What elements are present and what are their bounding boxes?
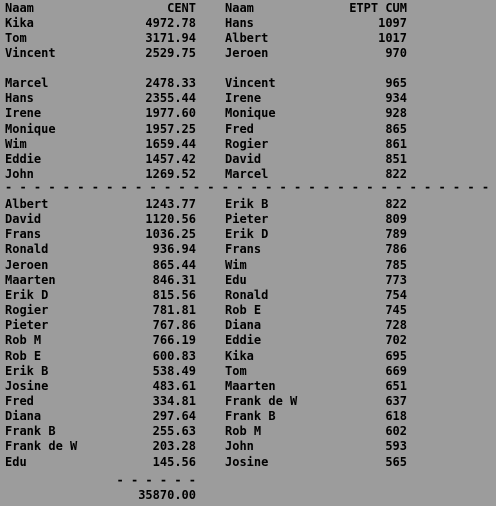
- table-row-left-name: Josine: [5, 378, 49, 393]
- table-row-right-value: 702: [385, 333, 407, 348]
- table-row-left-value: 2355.44: [145, 91, 196, 106]
- table-row-left-value: 2529.75: [145, 46, 196, 61]
- table-row-left-name: Wim: [5, 136, 27, 151]
- table-row-left-name: Eddie: [5, 151, 42, 166]
- table-row-left-name: Jeroen: [5, 257, 49, 272]
- grand-total: 35870.00: [138, 488, 196, 502]
- table-row-left-name: Frank B: [5, 424, 56, 439]
- table-row-right-value: 618: [385, 409, 407, 424]
- table-row-right-name: Rob M: [225, 424, 262, 439]
- table-row-right-value: 928: [385, 106, 407, 121]
- table-row-left-name: Fred: [5, 394, 34, 408]
- table-row-left-name: Kika: [5, 16, 34, 30]
- table-row-left-name: Erik D: [5, 287, 49, 302]
- table-row-left-name: Maarten: [5, 272, 56, 287]
- table-row-left-value: 781.81: [152, 303, 196, 318]
- table-row-left-name: Hans: [5, 91, 34, 106]
- table-row-left-name: Tom: [5, 31, 27, 46]
- table-row-right-name: Josine: [225, 454, 269, 469]
- table-row-right-name: Ronald: [225, 287, 269, 302]
- table-row-right-name: Frank de W: [225, 394, 298, 408]
- table-row-left-value: 815.56: [152, 287, 196, 302]
- table-row-left-name: Albert: [5, 197, 49, 211]
- table-row-right-value: 786: [385, 242, 407, 257]
- table-row-right-value: 1017: [378, 31, 407, 46]
- table-row-right-name: David: [225, 151, 262, 166]
- table-row-right-name: Frank B: [225, 409, 276, 424]
- table-row-right-value: 593: [385, 439, 407, 454]
- table-row-left-name: Diana: [5, 409, 42, 424]
- table-row-right-value: 970: [385, 46, 407, 61]
- table-row-right-value: 809: [385, 212, 407, 227]
- table-row-left-name: Edu: [5, 454, 27, 469]
- table-row-right-name: John: [225, 439, 254, 454]
- table-row-right-value: 754: [385, 287, 407, 302]
- table-row-right-value: 851: [385, 151, 407, 166]
- table-row-left-value: 4972.78: [145, 16, 196, 30]
- table-row-right-name: Tom: [225, 363, 247, 378]
- header-right-name: Naam: [225, 1, 254, 15]
- table-row-right-value: 695: [385, 348, 407, 363]
- table-row-right-value: 565: [385, 454, 407, 469]
- sum-dashes: - - - - - -: [116, 473, 196, 487]
- table-row-left-name: David: [5, 212, 42, 227]
- table-row-right-name: Irene: [225, 91, 262, 106]
- header-right-value: ETPT CUM: [349, 1, 407, 15]
- table-row-left-name: Monique: [5, 121, 56, 136]
- table-row-right-name: Fred: [225, 121, 254, 136]
- table-row-right-name: Rogier: [225, 136, 269, 151]
- table-row-left-value: 255.63: [152, 424, 196, 439]
- table-row-left-value: 145.56: [152, 454, 196, 469]
- table-row-right-value: 861: [385, 136, 407, 151]
- table-row-right-value: 773: [385, 272, 407, 287]
- table-row-right-value: 822: [385, 166, 407, 181]
- table-row-left-name: Vincent: [5, 46, 56, 61]
- table-row-right-value: 669: [385, 363, 407, 378]
- table-row-left-name: Marcel: [5, 76, 49, 90]
- table-row-left-value: 2478.33: [145, 76, 196, 90]
- table-row-left-name: Frans: [5, 227, 42, 242]
- table-row-right-value: 745: [385, 303, 407, 318]
- table-row-left-name: Pieter: [5, 318, 49, 333]
- table-row-right-value: 822: [385, 197, 407, 211]
- table-row-right-value: 651: [385, 378, 407, 393]
- table-row-left-value: 1957.25: [145, 121, 196, 136]
- table-row-right-value: 934: [385, 91, 407, 106]
- separator-line: - - - - - - - - - - - - - - - - - - - - - - - - - - - - - - - - - -: [5, 180, 490, 194]
- table-row-right-name: Albert: [225, 31, 269, 46]
- table-row-right-value: 1097: [378, 16, 407, 30]
- table-row-right-value: 602: [385, 424, 407, 439]
- table-row-left-value: 3171.94: [145, 31, 196, 46]
- header-left-name: Naam: [5, 1, 34, 15]
- table-row-right-name: Diana: [225, 318, 262, 333]
- header-left-value: CENT: [167, 1, 196, 15]
- table-row-left-value: 1269.52: [145, 166, 196, 181]
- table-row-left-value: 334.81: [152, 394, 196, 408]
- table-row-right-name: Eddie: [225, 333, 262, 348]
- table-row-right-name: Rob E: [225, 303, 262, 318]
- table-row-left-value: 483.61: [152, 378, 196, 393]
- table-row-left-name: Rogier: [5, 303, 49, 318]
- table-row-right-name: Kika: [225, 348, 254, 363]
- table-row-right-name: Maarten: [225, 378, 276, 393]
- table-row-left-value: 538.49: [152, 363, 196, 378]
- table-row-right-value: 785: [385, 257, 407, 272]
- table-row-right-name: Jeroen: [225, 46, 269, 61]
- table-row-left-name: Ronald: [5, 242, 49, 257]
- table-row-right-name: Erik B: [225, 197, 269, 211]
- table-row-left-value: 936.94: [152, 242, 196, 257]
- table-row-left-value: 1243.77: [145, 197, 196, 211]
- table-row-left-value: 865.44: [152, 257, 196, 272]
- table-row-right-value: 789: [385, 227, 407, 242]
- table-row-right-name: Monique: [225, 106, 276, 121]
- table-row-right-value: 965: [385, 76, 407, 90]
- table-row-right-name: Wim: [225, 257, 247, 272]
- table-row-left-name: Erik B: [5, 363, 49, 378]
- table-row-right-value: 637: [385, 394, 407, 408]
- table-row-right-name: Edu: [225, 272, 247, 287]
- table-row-left-value: 1036.25: [145, 227, 196, 242]
- table-row-right-name: Frans: [225, 242, 262, 257]
- table-row-left-name: Frank de W: [5, 439, 78, 454]
- table-row-left-name: Rob M: [5, 333, 42, 348]
- table-row-left-value: 1659.44: [145, 136, 196, 151]
- table-row-left-value: 767.86: [152, 318, 196, 333]
- table-row-left-name: Rob E: [5, 348, 42, 363]
- table-row-left-value: 203.28: [152, 439, 196, 454]
- table-row-right-name: Hans: [225, 16, 254, 30]
- table-row-right-value: 865: [385, 121, 407, 136]
- table-row-left-value: 297.64: [152, 409, 196, 424]
- table-row-left-value: 1120.56: [145, 212, 196, 227]
- table-row-right-name: Erik D: [225, 227, 269, 242]
- table-row-left-value: 1457.42: [145, 151, 196, 166]
- table-row-left-name: John: [5, 166, 34, 181]
- table-row-right-name: Pieter: [225, 212, 269, 227]
- table-row-left-value: 766.19: [152, 333, 196, 348]
- table-row-left-value: 600.83: [152, 348, 196, 363]
- table-row-left-value: 1977.60: [145, 106, 196, 121]
- table-row-right-name: Marcel: [225, 166, 269, 181]
- table-row-left-name: Irene: [5, 106, 42, 121]
- table-row-left-value: 846.31: [152, 272, 196, 287]
- table-row-right-value: 728: [385, 318, 407, 333]
- table-row-right-name: Vincent: [225, 76, 276, 90]
